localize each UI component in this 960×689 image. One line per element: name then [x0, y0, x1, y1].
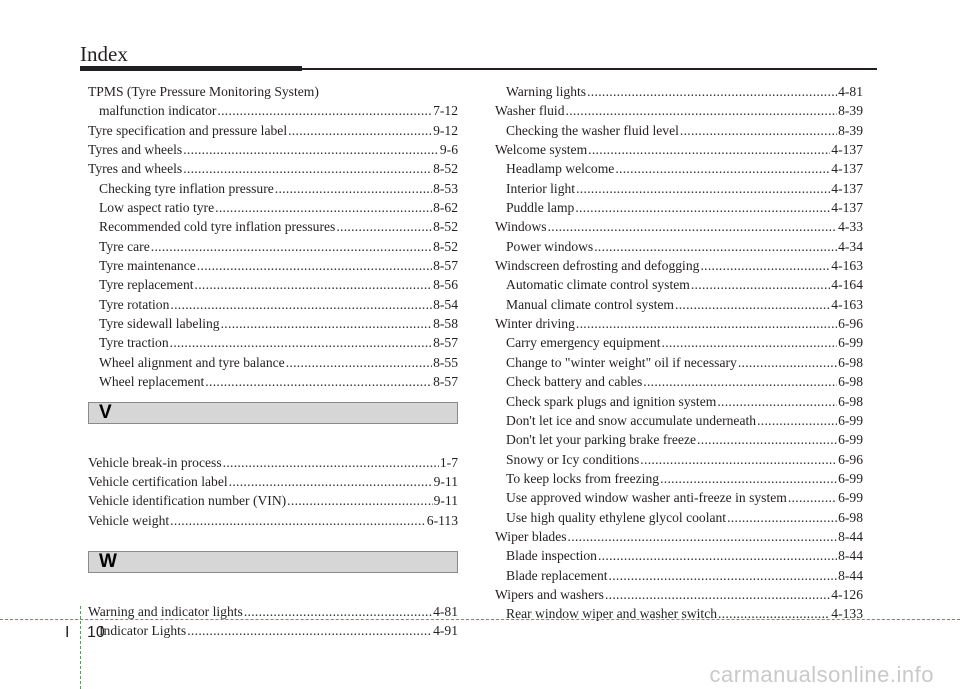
index-entry-label: Tyre traction [99, 335, 169, 351]
index-entry-label: Low aspect ratio tyre [99, 200, 215, 216]
watermark-text: carmanualsonline.info [709, 662, 934, 687]
page-header-title: Index [80, 42, 128, 66]
index-entry [495, 333, 863, 352]
index-entry [495, 353, 863, 372]
header-rule-dark [80, 66, 302, 71]
index-entry-page: 8-44 [838, 528, 863, 544]
index-entry [495, 488, 863, 507]
index-entry-page: 6-113 [426, 512, 458, 528]
index-entry-page: 8-56 [433, 277, 458, 293]
dot-leader [217, 101, 432, 120]
index-entry-page: 4-164 [831, 277, 863, 293]
dot-leader [566, 101, 838, 120]
footer-rule [0, 619, 960, 620]
index-entry-page: 4-163 [831, 296, 863, 312]
index-entry-page: 8-57 [433, 374, 458, 390]
index-entry-label: Wheel alignment and tyre balance [99, 354, 285, 370]
index-entry-label: Recommended cold tyre inflation pressures [99, 219, 336, 235]
index-entry-page: 6-96 [838, 451, 863, 467]
dot-leader [183, 140, 439, 159]
index-entry-page: 8-52 [433, 238, 458, 254]
index-entry-page: 4-137 [831, 142, 863, 158]
index-entry [88, 159, 458, 178]
index-entry [495, 237, 863, 256]
index-entry [88, 333, 458, 352]
index-entry-label: Power windows [506, 238, 594, 254]
index-entry-label: Vehicle identification number (VIN) [88, 493, 287, 509]
index-entry-label: Washer fluid [495, 103, 565, 119]
index-entry-label: Tyre care [99, 238, 150, 254]
dot-leader [680, 121, 837, 140]
footer-page-number: 10 [87, 624, 105, 641]
index-entry [495, 256, 863, 275]
index-entry [495, 82, 863, 101]
index-entry-page: 6-98 [838, 354, 863, 370]
index-entry-page: 6-99 [838, 432, 863, 448]
index-entry-label: Windscreen defrosting and defogging [495, 258, 700, 274]
index-entry-label: Automatic climate control system [506, 277, 690, 293]
index-entry-page: 8-55 [433, 354, 458, 370]
index-entry [88, 511, 458, 530]
index-entry [88, 179, 458, 198]
index-entry-label: Blade inspection [506, 548, 597, 564]
index-entry-page: 8-44 [838, 548, 863, 564]
index-entry-label: Snowy or Icy conditions [506, 451, 640, 467]
index-entry-label: Wipers and washers [495, 586, 604, 602]
index-entry-page: 8-44 [838, 567, 863, 583]
dot-leader [662, 333, 838, 352]
dot-leader [697, 430, 837, 449]
index-entry-page: 8-53 [433, 180, 458, 196]
index-entry-page: 6-98 [838, 509, 863, 525]
index-entry-page: 4-126 [831, 586, 863, 602]
index-group-v [88, 453, 458, 530]
index-entry-page: 8-39 [838, 103, 863, 119]
index-entry-page: 4-137 [831, 161, 863, 177]
index-entry-page: 8-58 [433, 316, 458, 332]
index-entry-label: Rear window wiper and washer switch [506, 606, 718, 622]
dot-leader [205, 372, 432, 391]
dot-leader [675, 295, 830, 314]
dot-leader [221, 314, 432, 333]
index-entry [88, 314, 458, 333]
index-entry-label: Tyre sidewall labeling [99, 316, 220, 332]
dot-leader [170, 333, 432, 352]
dot-leader [287, 491, 432, 510]
index-entry-page: 9-6 [439, 142, 458, 158]
index-entry-label: Tyre replacement [99, 277, 194, 293]
index-entry [495, 159, 863, 178]
index-entry [495, 508, 863, 527]
dot-leader [643, 372, 837, 391]
index-entry-label: Carry emergency equipment [506, 335, 661, 351]
index-entry [88, 275, 458, 294]
index-entry-page: 4-33 [838, 219, 863, 235]
index-entry [495, 140, 863, 159]
index-entry-label: TPMS (Tyre Pressure Monitoring System) [88, 84, 319, 99]
dot-leader [640, 450, 837, 469]
index-entry [495, 101, 863, 120]
index-entry-label: Wiper blades [495, 528, 567, 544]
dot-leader [275, 179, 432, 198]
index-entry [495, 179, 863, 198]
index-entry-label: Use high quality ethylene glycol coolant [506, 509, 727, 525]
index-entry [88, 372, 458, 391]
dot-leader [587, 82, 837, 101]
section-header-v: V [88, 402, 458, 424]
index-entry [88, 82, 458, 101]
index-entry [495, 295, 863, 314]
index-entry-label: Tyre specification and pressure label [88, 122, 288, 138]
index-entry [495, 546, 863, 565]
index-entry [88, 256, 458, 275]
index-left-column [88, 82, 458, 641]
dot-leader [286, 353, 432, 372]
index-entry-page: 4-81 [838, 84, 863, 99]
dot-leader [170, 295, 432, 314]
index-entry-label: Tyre rotation [99, 296, 170, 312]
index-entry [495, 469, 863, 488]
index-entry [495, 411, 863, 430]
index-entry-page: 4-137 [831, 180, 863, 196]
index-entry-page: 4-34 [838, 238, 863, 254]
dot-leader [197, 256, 432, 275]
index-entry [495, 450, 863, 469]
dot-leader [700, 256, 830, 275]
footer-section-letter: I [65, 624, 70, 641]
dot-leader [575, 198, 830, 217]
index-entry-label: Check battery and cables [506, 374, 643, 390]
index-entry-page: 8-39 [838, 122, 863, 138]
dot-leader [594, 237, 837, 256]
index-entry-page: 8-52 [433, 219, 458, 235]
index-entry-page: 8-57 [433, 335, 458, 351]
index-entry-label: Change to "winter weight" oil if necessary [506, 354, 737, 370]
index-entry-page: 1-7 [439, 454, 458, 470]
index-entry-page: 4-137 [831, 200, 863, 216]
dot-leader [215, 198, 432, 217]
dot-leader [757, 411, 837, 430]
index-entry-label: Headlamp welcome [506, 161, 615, 177]
index-right-column [495, 82, 863, 624]
index-entry-page: 8-57 [433, 258, 458, 274]
index-entry-page: 8-54 [433, 296, 458, 312]
index-entry-label: Warning and indicator lights [88, 603, 243, 619]
index-entry [495, 275, 863, 294]
index-entry [495, 392, 863, 411]
index-entry-label: To keep locks from freezing [506, 470, 660, 486]
index-entry-page: 9-12 [433, 122, 458, 138]
footer-margin-rule [80, 606, 81, 689]
index-entry-page: 6-98 [838, 374, 863, 390]
index-entry-page: 8-62 [433, 200, 458, 216]
index-entry-page: 9-11 [433, 473, 458, 489]
dot-leader [717, 392, 837, 411]
dot-leader [738, 353, 837, 372]
dot-leader [183, 159, 432, 178]
dot-leader [288, 121, 432, 140]
index-entry [495, 430, 863, 449]
index-entry [495, 217, 863, 236]
index-entry [88, 295, 458, 314]
index-entry-label: Vehicle weight [88, 512, 170, 528]
index-entry [88, 121, 458, 140]
index-entry-label: Wheel replacement [99, 374, 205, 390]
index-entry [495, 121, 863, 140]
index-entry-label: Tyres and wheels [88, 161, 183, 177]
dot-leader [727, 508, 837, 527]
dot-leader [223, 453, 439, 472]
index-entry-page: 6-98 [838, 393, 863, 409]
index-entry-page: 6-99 [838, 335, 863, 351]
index-entry-page: 4-91 [433, 623, 458, 639]
index-entry-label: Don't let your parking brake freeze [506, 432, 697, 448]
dot-leader [598, 546, 837, 565]
index-entry [88, 621, 458, 640]
index-entry-label: Use approved window washer anti-freeze in system [506, 490, 787, 506]
index-entry-page: 6-99 [838, 470, 863, 486]
index-entry [495, 314, 863, 333]
dot-leader [548, 217, 838, 236]
index-entry-label: Vehicle break-in process [88, 454, 222, 470]
index-entry-label: Tyres and wheels [88, 142, 183, 158]
index-entry-page: 6-99 [838, 490, 863, 506]
dot-leader [691, 275, 830, 294]
index-entry [88, 472, 458, 491]
index-entry-label: Welcome system [495, 142, 588, 158]
index-entry [495, 372, 863, 391]
index-entry-label: malfunction indicator [99, 103, 217, 119]
index-entry [88, 491, 458, 510]
index-entry-page: 8-52 [433, 161, 458, 177]
index-entry-label: Warning lights [506, 84, 587, 99]
index-entry [88, 217, 458, 236]
index-entry [88, 353, 458, 372]
index-entry-page: 4-81 [433, 603, 458, 619]
index-entry [88, 237, 458, 256]
index-entry-page: 6-96 [838, 316, 863, 332]
dot-leader [576, 179, 830, 198]
index-entry-page: 9-11 [433, 493, 458, 509]
dot-leader [229, 472, 433, 491]
dot-leader [336, 217, 432, 236]
index-entry-page: 7-12 [433, 103, 458, 119]
index-group-w [88, 602, 458, 641]
index-group-t [88, 82, 458, 392]
index-entry [495, 198, 863, 217]
index-entry [88, 140, 458, 159]
dot-leader [660, 469, 837, 488]
dot-leader [718, 604, 830, 623]
index-entry [495, 585, 863, 604]
index-entry [495, 604, 863, 623]
index-entry [88, 101, 458, 120]
dot-leader [195, 275, 433, 294]
index-entry-label: Indicator Lights [99, 623, 187, 639]
index-entry-label: Puddle lamp [506, 200, 575, 216]
index-entry [88, 453, 458, 472]
index-entry-label: Winter driving [495, 316, 575, 332]
index-entry [495, 527, 863, 546]
index-entry [88, 198, 458, 217]
index-entry-label: Checking the washer fluid level [506, 122, 679, 138]
dot-leader [187, 621, 432, 640]
index-entry-page: 6-99 [838, 412, 863, 428]
index-entry-label: Windows [495, 219, 547, 235]
dot-leader [788, 488, 837, 507]
index-entry-label: Manual climate control system [506, 296, 674, 312]
index-entry-label: Interior light [506, 180, 576, 196]
index-entry-page: 4-163 [831, 258, 863, 274]
index-entry-label: Don't let ice and snow accumulate underneath [506, 412, 757, 428]
dot-leader [615, 159, 830, 178]
header-rule-light [302, 68, 877, 70]
index-entry-label: Check spark plugs and ignition system [506, 393, 717, 409]
section-header-w: W [88, 551, 458, 573]
index-entry-label: Vehicle certification label [88, 473, 228, 489]
index-entry-page: 4-133 [831, 606, 863, 622]
dot-leader [576, 314, 837, 333]
dot-leader [170, 511, 426, 530]
index-entry-label: Checking tyre inflation pressure [99, 180, 274, 196]
dot-leader [588, 140, 830, 159]
dot-leader [605, 585, 830, 604]
index-entry-label: Blade replacement [506, 567, 608, 583]
index-entry-label: Tyre maintenance [99, 258, 196, 274]
index-entry [495, 566, 863, 585]
dot-leader [609, 566, 838, 585]
dot-leader [568, 527, 838, 546]
dot-leader [151, 237, 432, 256]
